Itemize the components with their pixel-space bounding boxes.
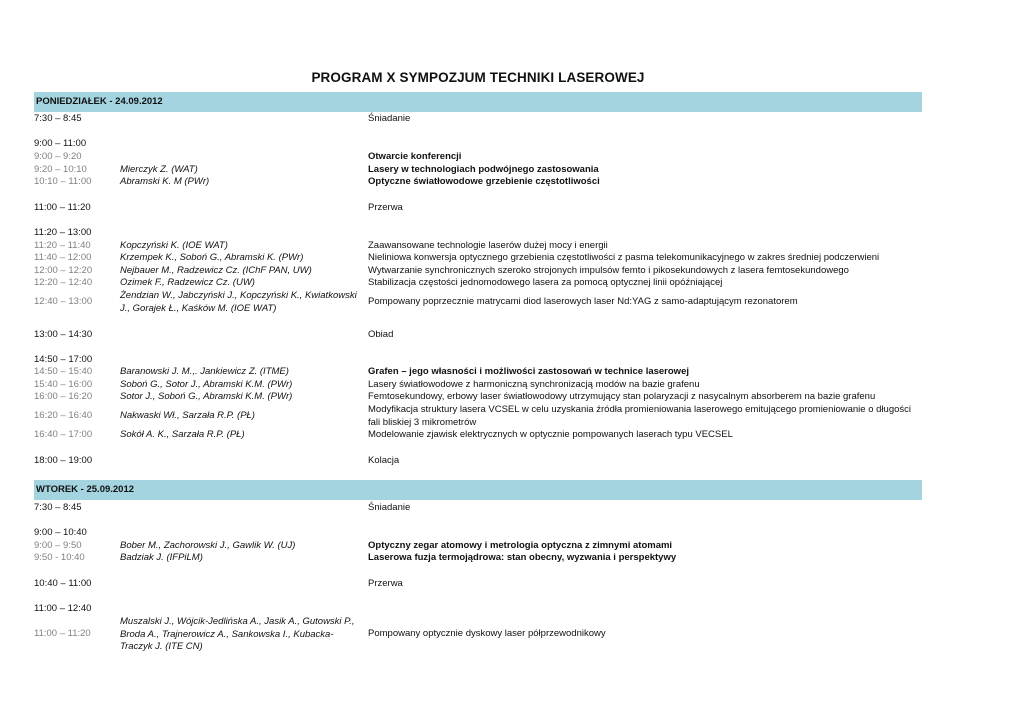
- row-authors: Ozimek F., Radzewicz Cz. (UW): [120, 277, 255, 288]
- row-topic: Przerwa: [368, 578, 403, 589]
- row-topic: Zaawansowane technologie laserów dużej mocy i energii: [368, 240, 608, 251]
- row-time: 7:30 – 8:45: [34, 502, 82, 513]
- row-topic: Femtosekundowy, erbowy laser światłowodowy utrzymujący stan polaryzacji z nasycalnym absorberem na bazie grafenu: [368, 391, 876, 402]
- row-time: 9:00 – 10:40: [34, 527, 87, 538]
- row-authors: Abramski K. M (PWr): [120, 176, 210, 187]
- row-authors: Żendzian W., Jabczyński J., Kopczyński K., Kwiatkowski J., Gorajek Ł., Kaśków M. (IOE WAT): [120, 290, 357, 314]
- row-time: 11:00 – 11:20: [34, 202, 91, 213]
- row-topic: Optyczny zegar atomowy i metrologia optyczna z zimnymi atomami: [368, 540, 673, 551]
- row-topic: Pompowany poprzecznie matrycami diod laserowych laser Nd:YAG z samo-adaptującym rezonatorem: [368, 296, 798, 307]
- row-topic: Modyfikacja struktury lasera VCSEL w celu uzyskania źródła promieniowania laserowego emitującego promieniowanie o długości fali bliskiej 3 mikrometrów: [368, 404, 911, 428]
- row-time: 11:40 – 12:00: [34, 252, 92, 263]
- row-topic: Śniadanie: [368, 113, 411, 124]
- row-topic: Laserowa fuzja termojądrowa: stan obecny, wyzwania i perspektywy: [368, 552, 677, 563]
- row-authors: Mierczyk Z. (WAT): [120, 164, 198, 175]
- row-topic: Lasery w technologiach podwójnego zastosowania: [368, 164, 599, 175]
- row-topic: Obiad: [368, 329, 394, 340]
- row-topic: Wytwarzanie synchronicznych szeroko strojonych impulsów femto i pikosekundowych z lasera femtosekundowego: [368, 265, 849, 276]
- row-time: 11:00 – 12:40: [34, 603, 92, 614]
- row-authors: Badziak J. (IFPiLM): [120, 552, 203, 563]
- row-time: 13:00 – 14:30: [34, 329, 93, 340]
- row-time: 14:50 – 17:00: [34, 354, 93, 365]
- day-header-tuesday: WTOREK - 25.09.2012: [34, 480, 922, 500]
- row-topic: Optyczne światłowodowe grzebienie częstotliwości: [368, 176, 600, 187]
- row-topic: Kolacja: [368, 455, 400, 466]
- row-time: 9:00 – 9:50: [34, 540, 82, 551]
- row-topic: Pompowany optycznie dyskowy laser półprzewodnikowy: [368, 628, 606, 639]
- row-time: 11:20 – 13:00: [34, 227, 92, 238]
- row-topic: Nieliniowa konwersja optycznego grzebienia częstotliwości z pasma telekomunikacyjnego w zakres średniej podczerwieni: [368, 252, 880, 263]
- row-topic: Otwarcie konferencji: [368, 151, 462, 162]
- row-authors: Kopczyński K. (IOE WAT): [120, 240, 228, 251]
- row-time: 12:20 – 12:40: [34, 277, 93, 288]
- row-topic: Stabilizacja częstości jednomodowego lasera za pomocą optycznej linii opóźniającej: [368, 277, 723, 288]
- row-authors: Bober M., Zachorowski J., Gawlik W. (UJ): [120, 540, 296, 551]
- row-time: 16:40 – 17:00: [34, 429, 93, 440]
- row-authors: Nakwaski Wł., Sarzała R.P. (PŁ): [120, 410, 255, 421]
- row-time: 10:40 – 11:00: [34, 578, 92, 589]
- row-authors: Krzempek K., Soboń G., Abramski K. (PWr): [120, 252, 304, 263]
- row-authors: Sokół A. K., Sarzała R.P. (PŁ): [120, 429, 245, 440]
- row-topic: Grafen – jego własności i możliwości zastosowań w technice laserowej: [368, 366, 689, 377]
- row-time: 14:50 – 15:40: [34, 366, 93, 377]
- row-time: 12:00 – 12:20: [34, 265, 93, 276]
- row-time: 16:00 – 16:20: [34, 391, 93, 402]
- row-time: 15:40 – 16:00: [34, 379, 93, 390]
- row-topic: Modelowanie zjawisk elektrycznych w optycznie pompowanych laserach typu VECSEL: [368, 429, 733, 440]
- row-authors: Muszalski J., Wójcik-Jedlińska A., Jasik A., Gutowski P., Broda A., Trajnerowicz A., Sankowska I., Kubacka-Traczyk J. (ITE CN): [120, 616, 355, 653]
- row-time: 11:00 – 11:20: [34, 628, 91, 639]
- row-time: 9:50 - 10:40: [34, 552, 85, 563]
- row-time: 12:40 – 13:00: [34, 296, 93, 307]
- row-authors: Sotor J., Soboń G., Abramski K.M. (PWr): [120, 391, 293, 402]
- row-time: 16:20 – 16:40: [34, 410, 93, 421]
- row-topic: Śniadanie: [368, 502, 411, 513]
- row-time: 7:30 – 8:45: [34, 113, 82, 124]
- row-time: 9:20 – 10:10: [34, 164, 87, 175]
- row-time: 18:00 – 19:00: [34, 455, 93, 466]
- row-time: 9:00 – 11:00: [34, 138, 87, 149]
- row-authors: Soboń G., Sotor J., Abramski K.M. (PWr): [120, 379, 293, 390]
- row-topic: Przerwa: [368, 202, 403, 213]
- row-authors: Nejbauer M., Radzewicz Cz. (IChF PAN, UW): [120, 265, 312, 276]
- row-time: 11:20 – 11:40: [34, 240, 91, 251]
- row-time: 10:10 – 11:00: [34, 176, 92, 187]
- row-time: 9:00 – 9:20: [34, 151, 82, 162]
- row-authors: Baranowski J. M.,. Jankiewicz Z. (ITME): [120, 366, 289, 377]
- page-title: PROGRAM X SYMPOZJUM TECHNIKI LASEROWEJ: [311, 70, 645, 85]
- row-topic: Lasery światłowodowe z harmoniczną synchronizacją modów na bazie grafenu: [368, 379, 700, 390]
- day-header-monday: PONIEDZIAŁEK - 24.09.2012: [34, 92, 922, 112]
